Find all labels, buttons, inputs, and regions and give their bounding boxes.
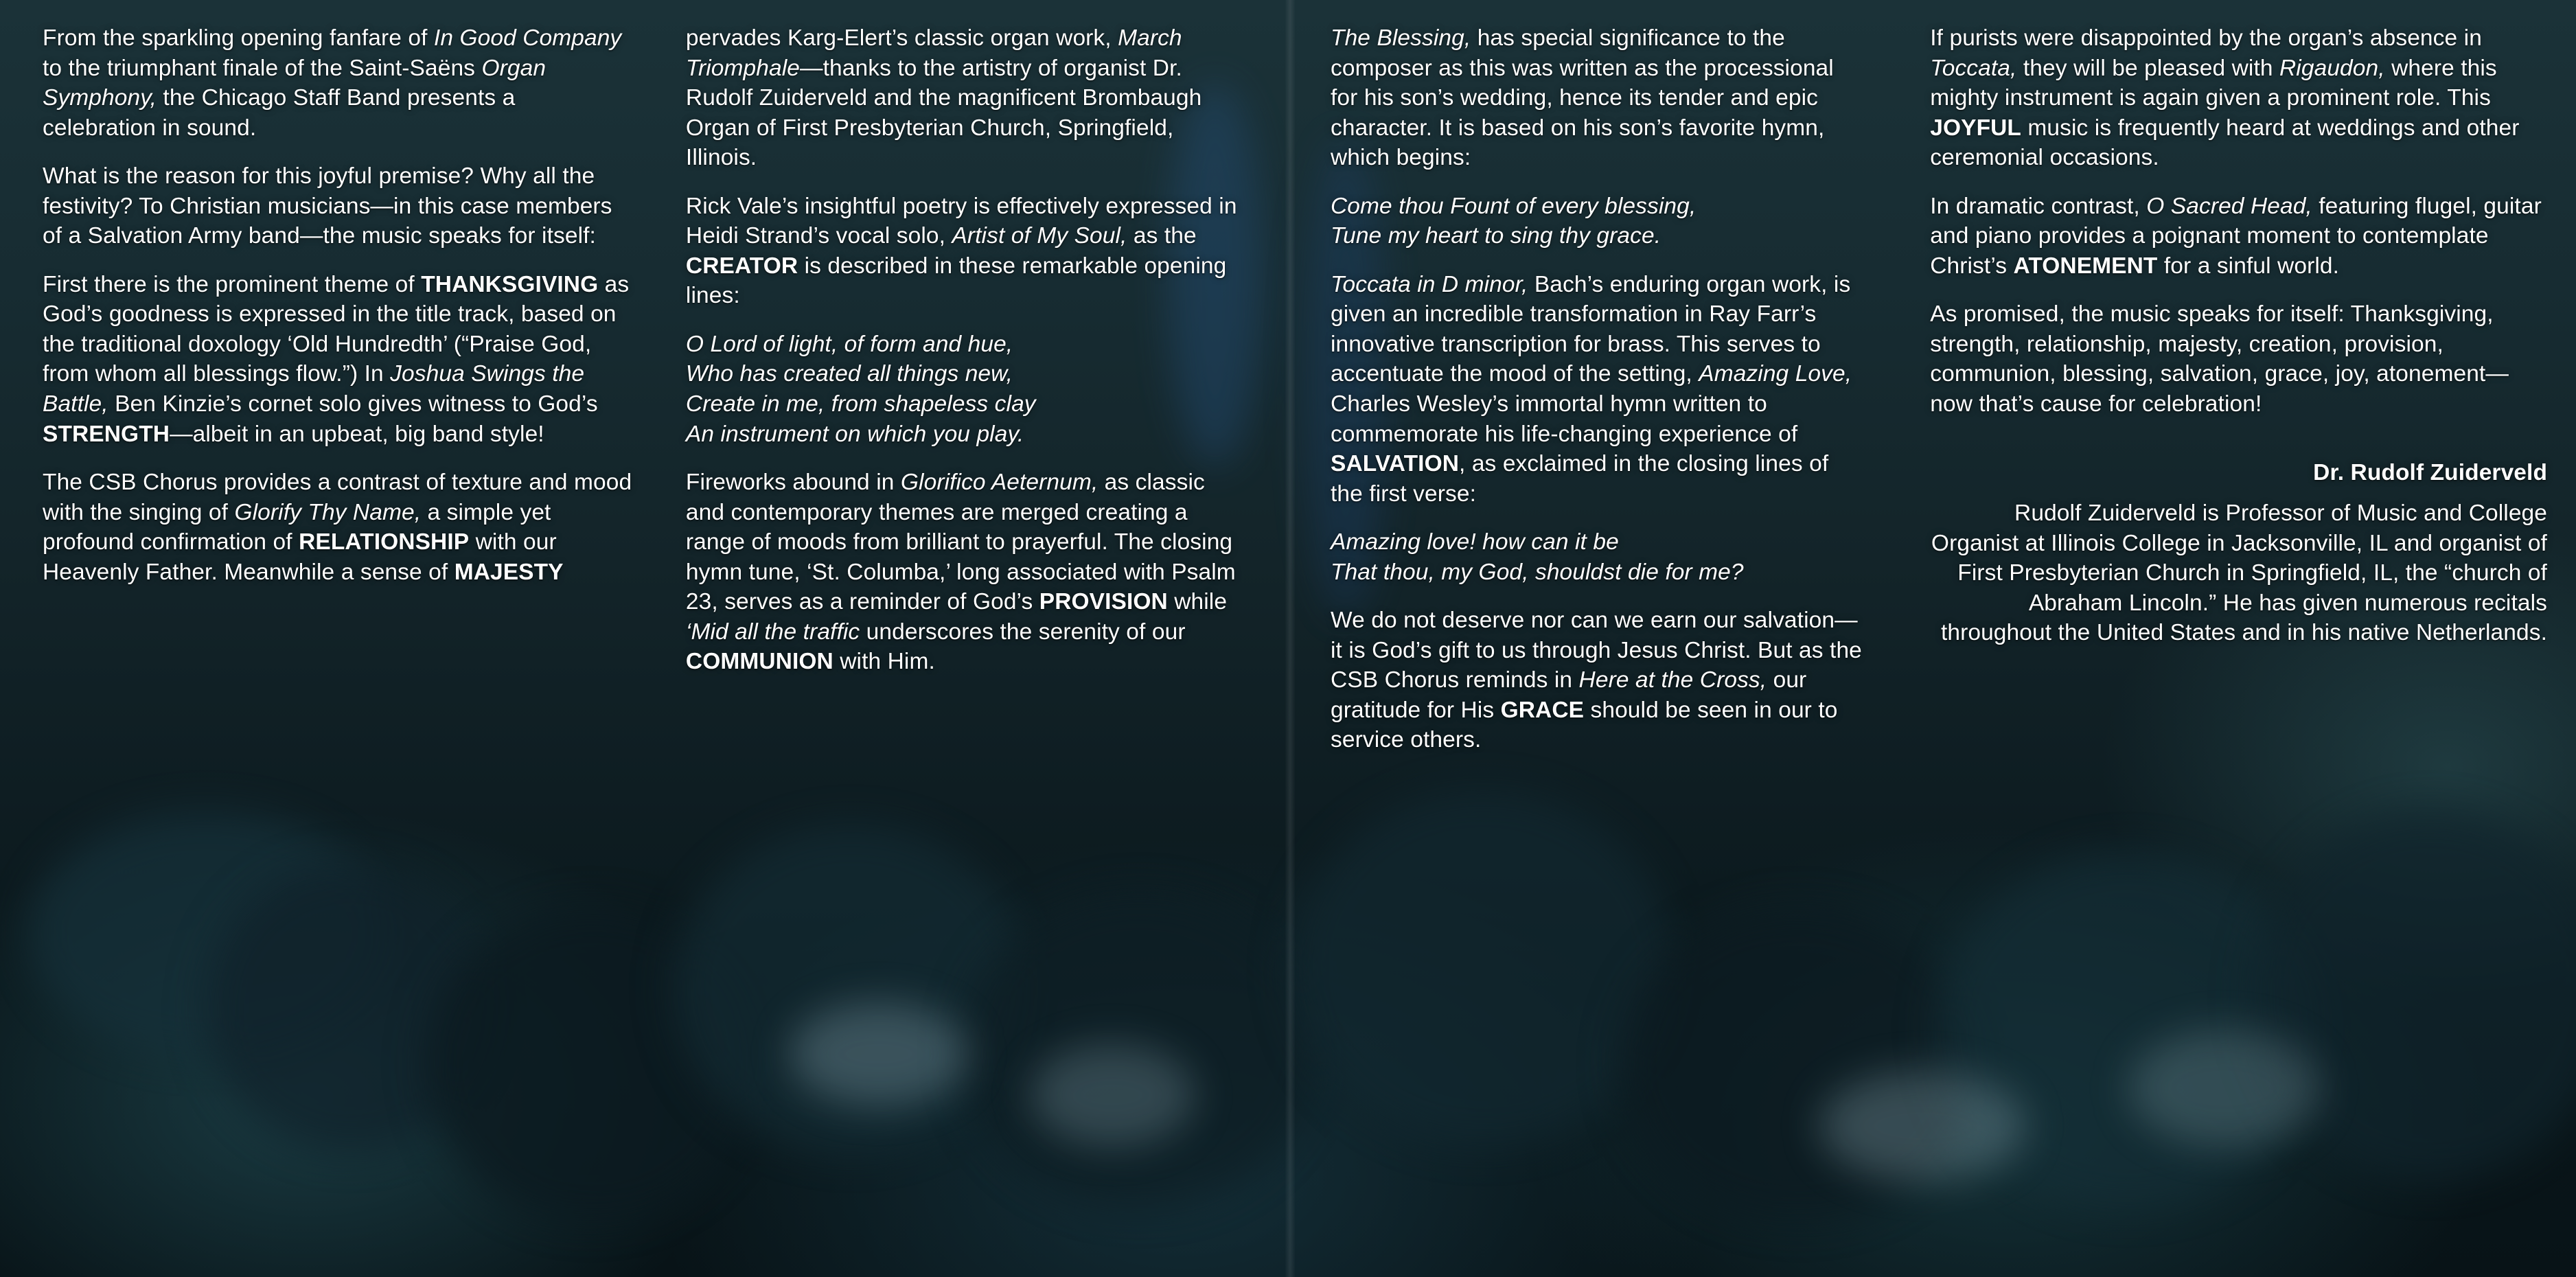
text-run: featuring flugel, guitar and piano provides a poignant moment to contemplate Christ’s [1930,193,2542,279]
text-run: Charles Wesley’s immortal hymn written to commemorate his life-changing experience of [1331,391,1798,447]
body-paragraph [43,270,632,449]
title-italic: Amazing love! how can it be [1331,529,1619,555]
body-paragraph [43,468,632,587]
body-paragraph [43,23,632,143]
verse-paragraph [1331,527,1864,587]
title-italic: Come thou Fount of every blessing, [1331,193,1697,219]
title-italic: An instrument on which you play. [685,421,1024,447]
title-italic: In Good Company [433,25,622,51]
text-run: Ben Kinzie’s cornet solo gives witness to God’s [108,391,598,417]
column-3 [1288,23,1904,1277]
text-run: If purists were disappointed by the organ’s absence in [1930,25,2482,51]
text-run: Fireworks abound in [685,470,901,496]
title-italic: Create in me, from shapeless clay [685,391,1036,417]
text-run: has special significance to the composer as this was written as the processional for his son’s wedding, hence its tender and epic character. It is based on his son’s favorite hymn, which begins: [1331,25,1834,171]
text-run: underscores the serenity of our [860,619,1186,645]
body-paragraph [686,23,1243,173]
body-paragraph [43,161,632,251]
body-paragraph [686,468,1243,677]
verse-paragraph [686,330,1243,449]
text-run: —thanks to the artistry of organist Dr. Rudolf Zuiderveld and the magnificent Brombaugh Organ of First Presbyterian Church, Springfield, Illinois. [685,55,1202,171]
body-paragraph [1930,23,2547,173]
text-run: they will be pleased with [2016,55,2280,81]
title-italic: ‘Mid all the traffic [685,619,860,645]
column-4 [1904,23,2547,1277]
text-run: a simple yet profound confirmation of [43,499,551,555]
body-paragraph [1331,606,1864,755]
body-paragraph [1930,299,2547,419]
title-italic: Rigaudon, [2279,55,2385,81]
text-run: First there is the prominent theme of [43,271,422,297]
text-run: , as exclaimed in the closing lines of the first verse: [1331,451,1829,507]
text-run: pervades Karg-Elert’s classic organ work, [685,25,1118,51]
emphasis-keyword: RELATIONSHIP [299,529,470,555]
title-italic: March Triomphale [685,25,1182,81]
verse-paragraph [1331,192,1864,251]
emphasis-keyword: MAJESTY [454,559,564,585]
title-italic: Joshua Swings the Battle, [43,361,585,417]
title-italic: Toccata, [1930,55,2017,81]
author-biography: Rudolf Zuiderveld is Professor of Music and College Organist at Illinois College in Jacksonville, IL and organist of First Presbyterian Church in Springfield, IL, the “church of Abraham Lincoln.” He has given numerous recitals throughout the United States and in his native Netherlands. [1931,501,2548,646]
title-italic: Tune my heart to sing thy grace. [1331,223,1661,249]
body-paragraph [1331,23,1864,173]
text-run: the Chicago Staff Band presents a celebration in sound. [43,85,516,141]
title-italic: Who has created all things new, [685,361,1013,387]
title-italic: Here at the Cross, [1578,667,1767,693]
emphasis-keyword: THANKSGIVING [421,271,599,297]
title-italic: Toccata in D minor, [1331,271,1528,297]
body-paragraph [1930,192,2547,281]
body-paragraph [686,192,1243,311]
text-run: We do not deserve nor can we earn our salvation—it is God’s gift to us through Jesus Christ. But as the CSB Chorus reminds in [1331,608,1862,693]
text-run: our gratitude for His [1331,667,1807,723]
emphasis-keyword: ATONEMENT [2013,253,2158,279]
title-italic: Amazing Love, [1699,361,1852,387]
text-run: with our Heavenly Father. Meanwhile a sense of [43,529,557,585]
text-run: The CSB Chorus provides a contrast of texture and mood with the singing of [43,470,632,525]
text-run: where this mighty instrument is again given a prominent role. This [1930,55,2497,111]
text-run: as God’s goodness is expressed in the title track, based on the traditional doxology ‘Old Hundredth’ (“Praise God, from whom all blessings flow.”) In [43,271,630,387]
text-run: Rick Vale’s insightful poetry is effectively expressed in Heidi Strand’s vocal solo, [685,193,1237,249]
title-italic: O Sacred Head, [2146,193,2312,219]
title-italic: Organ Symphony, [43,55,547,111]
text-run: to the triumphant finale of the Saint-Saëns [43,55,482,81]
title-italic: Artist of My Soul, [952,223,1127,249]
emphasis-keyword: PROVISION [1039,589,1168,615]
text-run: music is frequently heard at weddings and other ceremonial occasions. [1930,115,2520,171]
title-italic: That thou, my God, shouldst die for me? [1331,559,1744,585]
title-italic: Glorifico Aeternum, [900,470,1099,496]
text-run: is described in these remarkable opening lines: [685,253,1227,309]
title-italic: O Lord of light, of form and hue, [685,331,1013,357]
emphasis-keyword: GRACE [1500,697,1585,723]
author-byline: Dr. Rudolf Zuiderveld [2313,459,2548,485]
emphasis-keyword: JOYFUL [1930,115,2021,141]
text-run: for a sinful world. [2157,253,2340,279]
text-run: while [1167,589,1228,615]
emphasis-keyword: SALVATION [1331,451,1460,477]
text-run: In dramatic contrast, [1930,193,2147,219]
text-run: —albeit in an upbeat, big band style! [170,421,544,447]
text-run: with Him. [833,649,935,675]
emphasis-keyword: COMMUNION [685,649,833,675]
text-run: as classic and contemporary themes are merged creating a range of moods from brilliant to prayerful. The closing hymn tune, ‘St. Columba,’ long associated with Psalm 23, serves as a reminder of God’s [685,470,1236,615]
text-run: What is the reason for this joyful premise? Why all the festivity? To Christian musicians—in this case members of a Salvation Army band—the music speaks for itself: [43,163,612,249]
column-2 [686,23,1288,1277]
title-italic: Glorify Thy Name, [234,499,422,525]
text-run: From the sparkling opening fanfare of [43,25,434,51]
body-paragraph [1331,270,1864,509]
text-run: Bach’s enduring organ work, is given an incredible transformation in Ray Farr’s innovative transcription for brass. This serves to accentuate the mood of the setting, [1331,271,1851,387]
emphasis-keyword: STRENGTH [43,421,170,447]
text-run: As promised, the music speaks for itself: Thanksgiving, strength, relationship, majesty, creation, provision, communion, blessing, salvation, grace, joy, atonement—now that’s cause for celebration! [1930,301,2509,417]
text-run: as the [1127,223,1197,249]
text-run: should be seen in our to service others. [1331,697,1838,753]
title-italic: The Blessing, [1331,25,1471,51]
column-1 [43,23,686,1277]
emphasis-keyword: CREATOR [685,253,798,279]
